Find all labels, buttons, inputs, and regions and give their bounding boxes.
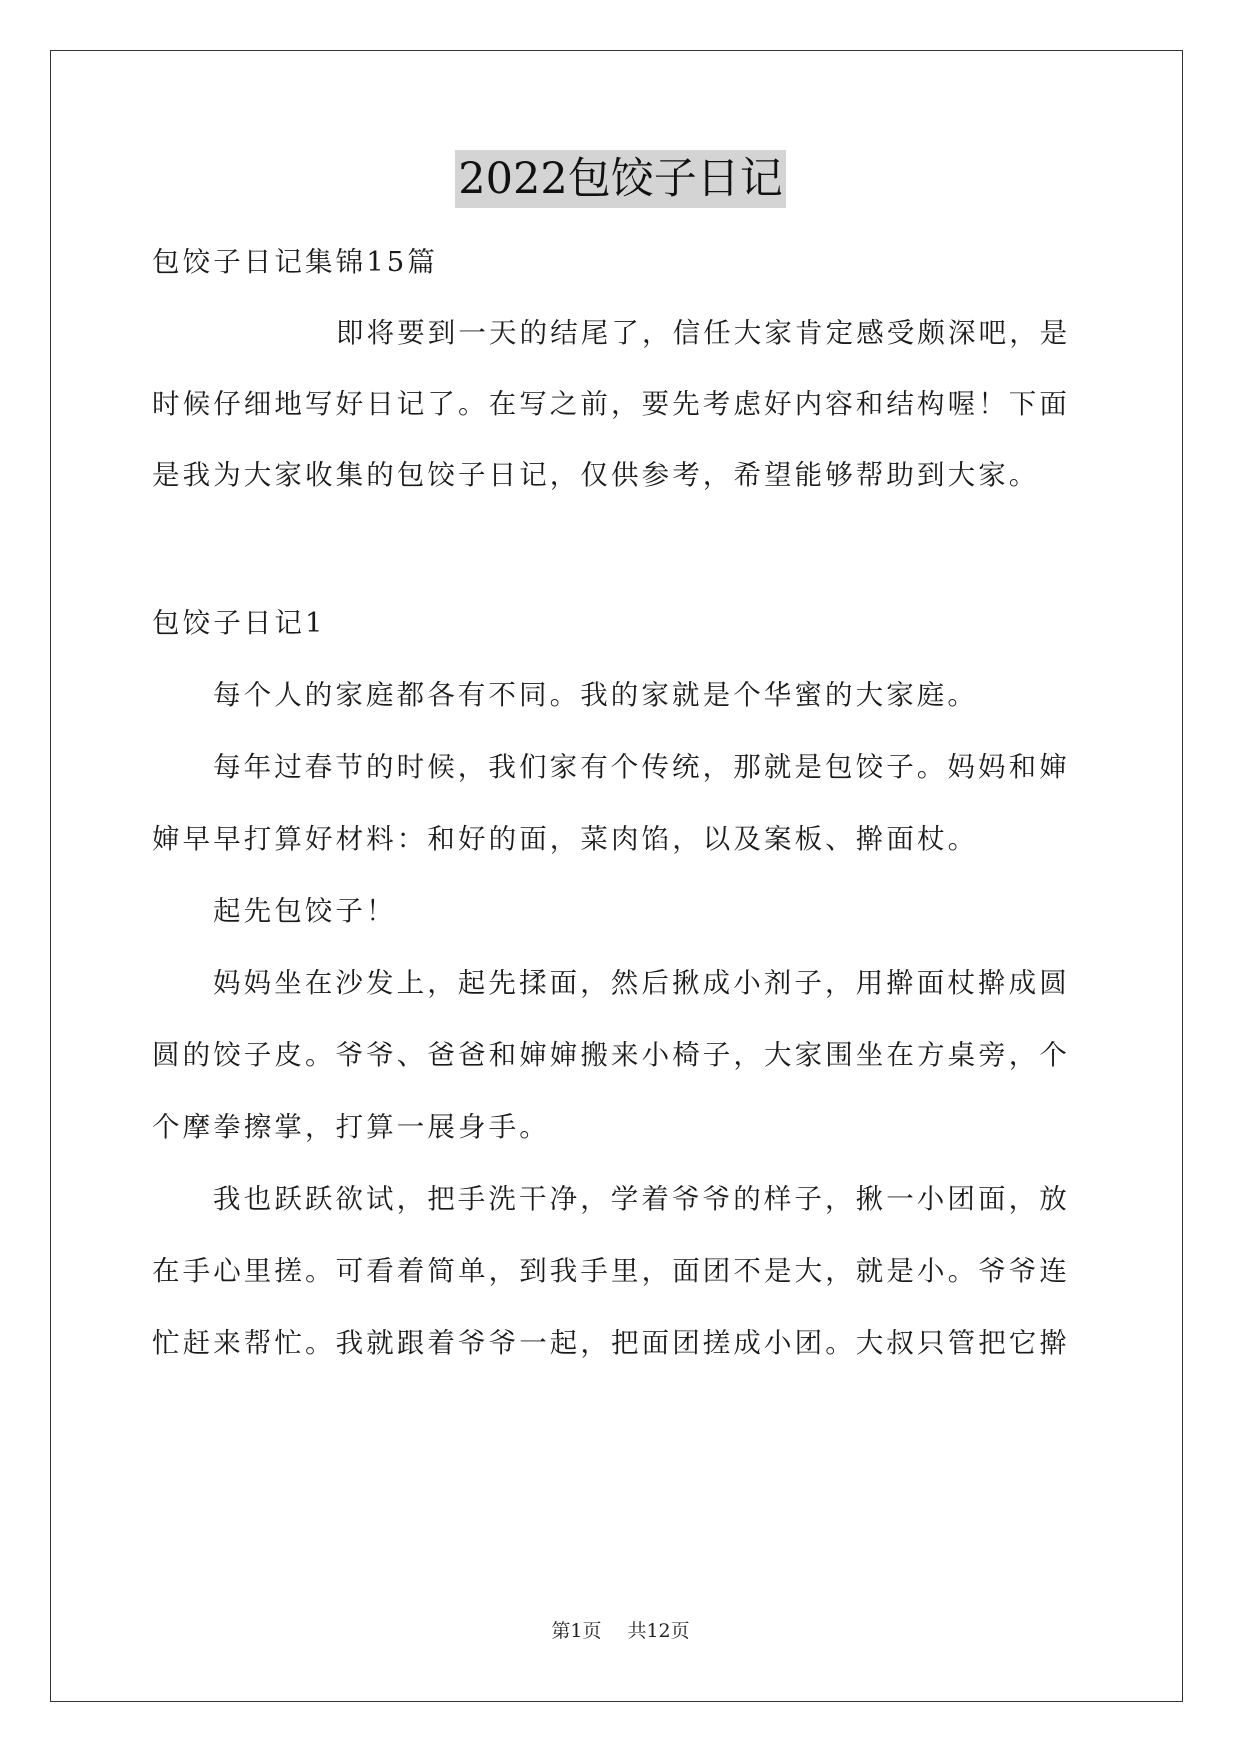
paragraph-line: 个摩拳擦掌，打算一展身手。 xyxy=(152,1111,550,1143)
paragraph-line: 婶早早打算好材料：和好的面，菜肉馅，以及案板、擀面杖。 xyxy=(152,823,979,855)
paragraph-line: 圆的饺子皮。爷爷、爸爸和婶婶搬来小椅子，大家围坐在方桌旁，个 xyxy=(152,1039,1070,1071)
paragraph-line: 每个人的家庭都各有不同。我的家就是个华蜜的大家庭。 xyxy=(213,679,978,711)
title-container xyxy=(0,150,1241,208)
paragraph-line: 每年过春节的时候，我们家有个传统，那就是包饺子。妈妈和婶 xyxy=(213,751,1070,783)
document-title: 2022包饺子日记 xyxy=(455,150,785,208)
intro-line: 即将要到一天的结尾了，信任大家肯定感受颇深吧，是 xyxy=(336,317,1071,349)
intro-line: 时候仔细地写好日记了。在写之前，要先考虑好内容和结构喔！下面 xyxy=(152,388,1070,420)
paragraph-line: 起先包饺子！ xyxy=(213,895,397,927)
paragraph-line: 我也跃跃欲试，把手洗干净，学着爷爷的样子，揪一小团面，放 xyxy=(213,1183,1070,1215)
section-heading: 包饺子日记1 xyxy=(152,607,326,639)
subtitle: 包饺子日记集锦15篇 xyxy=(152,246,438,278)
page-number: 第1页 xyxy=(551,1620,602,1642)
intro-line: 是我为大家收集的包饺子日记，仅供参考，希望能够帮助到大家。 xyxy=(152,459,1040,491)
paragraph-line: 在手心里搓。可看着简单，到我手里，面团不是大，就是小。爷爷连 xyxy=(152,1255,1070,1287)
page-footer xyxy=(0,1616,1241,1643)
page-total: 共12页 xyxy=(627,1620,690,1642)
paragraph-line: 妈妈坐在沙发上，起先揉面，然后揪成小剂子，用擀面杖擀成圆 xyxy=(213,967,1070,999)
paragraph-line: 忙赶来帮忙。我就跟着爷爷一起，把面团搓成小团。大叔只管把它擀 xyxy=(152,1327,1070,1359)
